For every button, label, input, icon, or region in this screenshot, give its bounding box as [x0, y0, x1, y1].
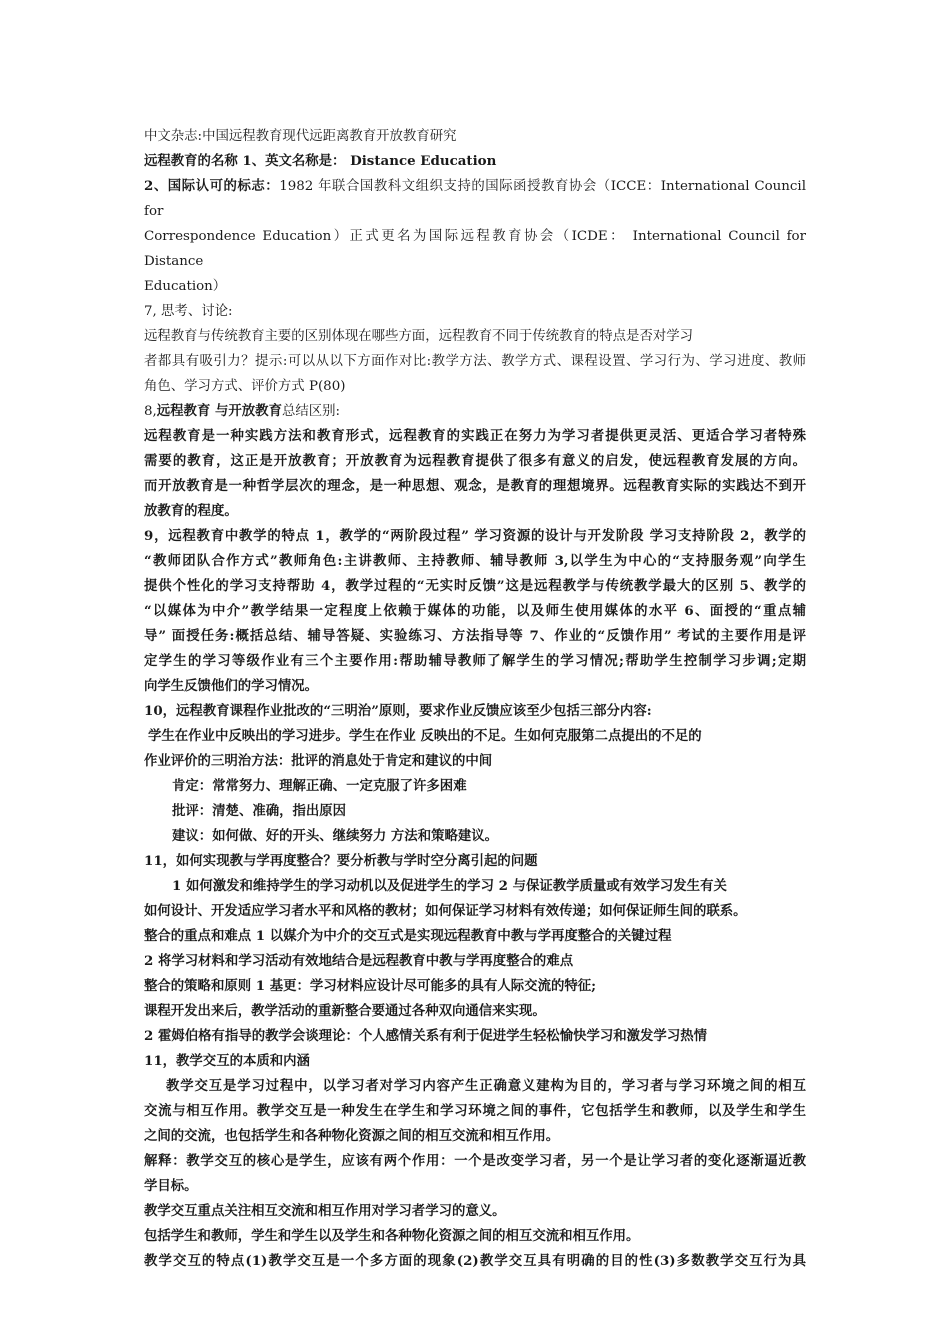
doc-line [144, 399, 806, 424]
doc-line: 向学生反馈他们的学习情况。 [144, 678, 319, 694]
doc-line: 如何设计、开发适应学习者水平和风格的教材；如何保证学习材料有效传递；如何保证师生间的联系。 [144, 903, 747, 919]
doc-line: 课程开发出来后，教学活动的重新整合要通过各种双向通信来实现。 [144, 1003, 546, 1019]
doc-line: 定学生的学习等级作业有三个主要作用:帮助辅导教师了解学生的学习情况;帮助学生控制学习步调;定期 [144, 653, 806, 669]
doc-line: 导” 面授任务:概括总结、辅导答疑、实验练习、方法指导等 7、作业的“反馈作用” 考试的主要作用是评 [144, 628, 806, 644]
doc-line: 之间的交流，也包括学生和各种物化资源之间的相互交流和相互作用。 [144, 1128, 560, 1144]
doc-line-rest: 1982 年联合国教科文组织支持的国际函授教育协会（ICCE：International Council for [144, 179, 806, 219]
doc-line: 放教育的程度。 [144, 503, 238, 519]
doc-line: 包括学生和教师，学生和学生以及学生和各种物化资源之间的相互交流和相互作用。 [144, 1228, 640, 1244]
doc-line: 建议：如何做、好的开头、继续努力 方法和策略建议。 [172, 828, 499, 844]
doc-line: 需要的教育，这正是开放教育；开放教育为远程教育提供了很多有意义的启发，使远程教育发展的方向。 [144, 453, 806, 469]
doc-line-emphasis: 远程教育 与开放教育 [156, 403, 282, 419]
doc-line: 肯定：常常努力、理解正确、一定克服了许多困难 [172, 778, 467, 794]
doc-line: 整合的重点和难点 1 以媒介为中介的交互式是实现远程教育中教与学再度整合的关键过程 [144, 928, 672, 944]
doc-line: 教学交互是学习过程中，以学习者对学习内容产生正确意义建构为目的，学习者与学习环境之间的相互 [166, 1078, 806, 1094]
document-page [144, 124, 806, 1274]
doc-line: “教师团队合作方式”教师角色:主讲教师、主持教师、辅导教师 3,以学生为中心的“支持服务观”向学生 [144, 553, 806, 569]
doc-line: 学生在作业中反映出的学习进步。学生在作业 反映出的不足。生如何克服第二点提出的不足的 [148, 728, 702, 744]
doc-line: 11，教学交互的本质和内涵 [144, 1053, 310, 1069]
doc-line: Correspondence Education）正式更名为国际远程教育协会（ICDE： International Council for Distance [144, 229, 806, 269]
doc-line: 交流与相互作用。教学交互是一种发生在学生和学习环境之间的事件，它包括学生和教师，以及学生和学生 [144, 1103, 806, 1119]
doc-line: 教学交互的特点(1)教学交互是一个多方面的现象(2)教学交互具有明确的目的性(3)多数教学交互行为具 [144, 1253, 806, 1269]
doc-line-lead: 2、国际认可的标志： [144, 178, 280, 194]
doc-line: 角色、学习方式、评价方式 P(80) [144, 379, 346, 394]
doc-line: 7, 思考、讨论: [144, 304, 233, 319]
doc-line: 9，远程教育中教学的特点 1，教学的“两阶段过程” 学习资源的设计与开发阶段 学习支持阶段 2，教学的 [144, 528, 806, 544]
doc-line: 教学交互重点关注相互交流和相互作用对学习者学习的意义。 [144, 1203, 506, 1219]
doc-line: 2 将学习材料和学习活动有效地结合是远程教育中教与学再度整合的难点 [144, 953, 574, 969]
doc-line: 1 如何激发和维持学生的学习动机以及促进学生的学习 2 与保证教学质量或有效学习发生有关 [172, 878, 727, 894]
doc-line: 10，远程教育课程作业批改的“三明治”原则，要求作业反馈应该至少包括三部分内容: [144, 703, 652, 719]
doc-line: 提供个性化的学习支持帮助 4，教学过程的“无实时反馈”这是远程教学与传统教学最大的区别 5、教学的 [144, 578, 806, 594]
doc-line: 者都具有吸引力？提示:可以从以下方面作对比:教学方法、教学方式、课程设置、学习行为、学习进度、教师 [144, 354, 806, 369]
doc-line: 解释：教学交互的核心是学生，应该有两个作用：一个是改变学习者，另一个是让学习者的变化逐渐逼近教 [144, 1153, 806, 1169]
doc-line: 远程教育是一种实践方法和教育形式，远程教育的实践正在努力为学习者提供更灵活、更适合学习者特殊 [144, 428, 806, 444]
doc-line: 整合的策略和原则 1 基更：学习材料应设计尽可能多的具有人际交流的特征; [144, 978, 597, 994]
doc-line: 作业评价的三明治方法：批评的消息处于肯定和建议的中间 [144, 753, 493, 769]
doc-line: 2 霍姆伯格有指导的教学会谈理论：个人感情关系有利于促进学生轻松愉快学习和激发学习热情 [144, 1028, 707, 1044]
doc-line: 远程教育的名称 1、英文名称是： Distance Education [144, 153, 497, 169]
doc-line [144, 174, 806, 224]
doc-line-prefix: 8, [144, 404, 157, 419]
doc-line: 而开放教育是一种哲学层次的理念，是一种思想、观念，是教育的理想境界。远程教育实际的实践达不到开 [144, 478, 806, 494]
doc-line: 批评：清楚、准确，指出原因 [172, 803, 347, 819]
doc-line: 11，如何实现教与学再度整合？要分析教与学时空分离引起的问题 [144, 853, 538, 869]
doc-line: 中文杂志:中国远程教育现代远距离教育开放教育研究 [144, 129, 457, 144]
doc-line-suffix: 总结区别: [281, 404, 341, 419]
doc-line: “以媒体为中介”教学结果一定程度上依赖于媒体的功能，以及师生使用媒体的水平 6、面授的“重点辅 [144, 603, 806, 619]
doc-line: 远程教育与传统教育主要的区别体现在哪些方面，远程教育不同于传统教育的特点是否对学习 [144, 329, 694, 344]
doc-line: 学目标。 [144, 1178, 198, 1194]
doc-line: Education） [144, 279, 227, 294]
